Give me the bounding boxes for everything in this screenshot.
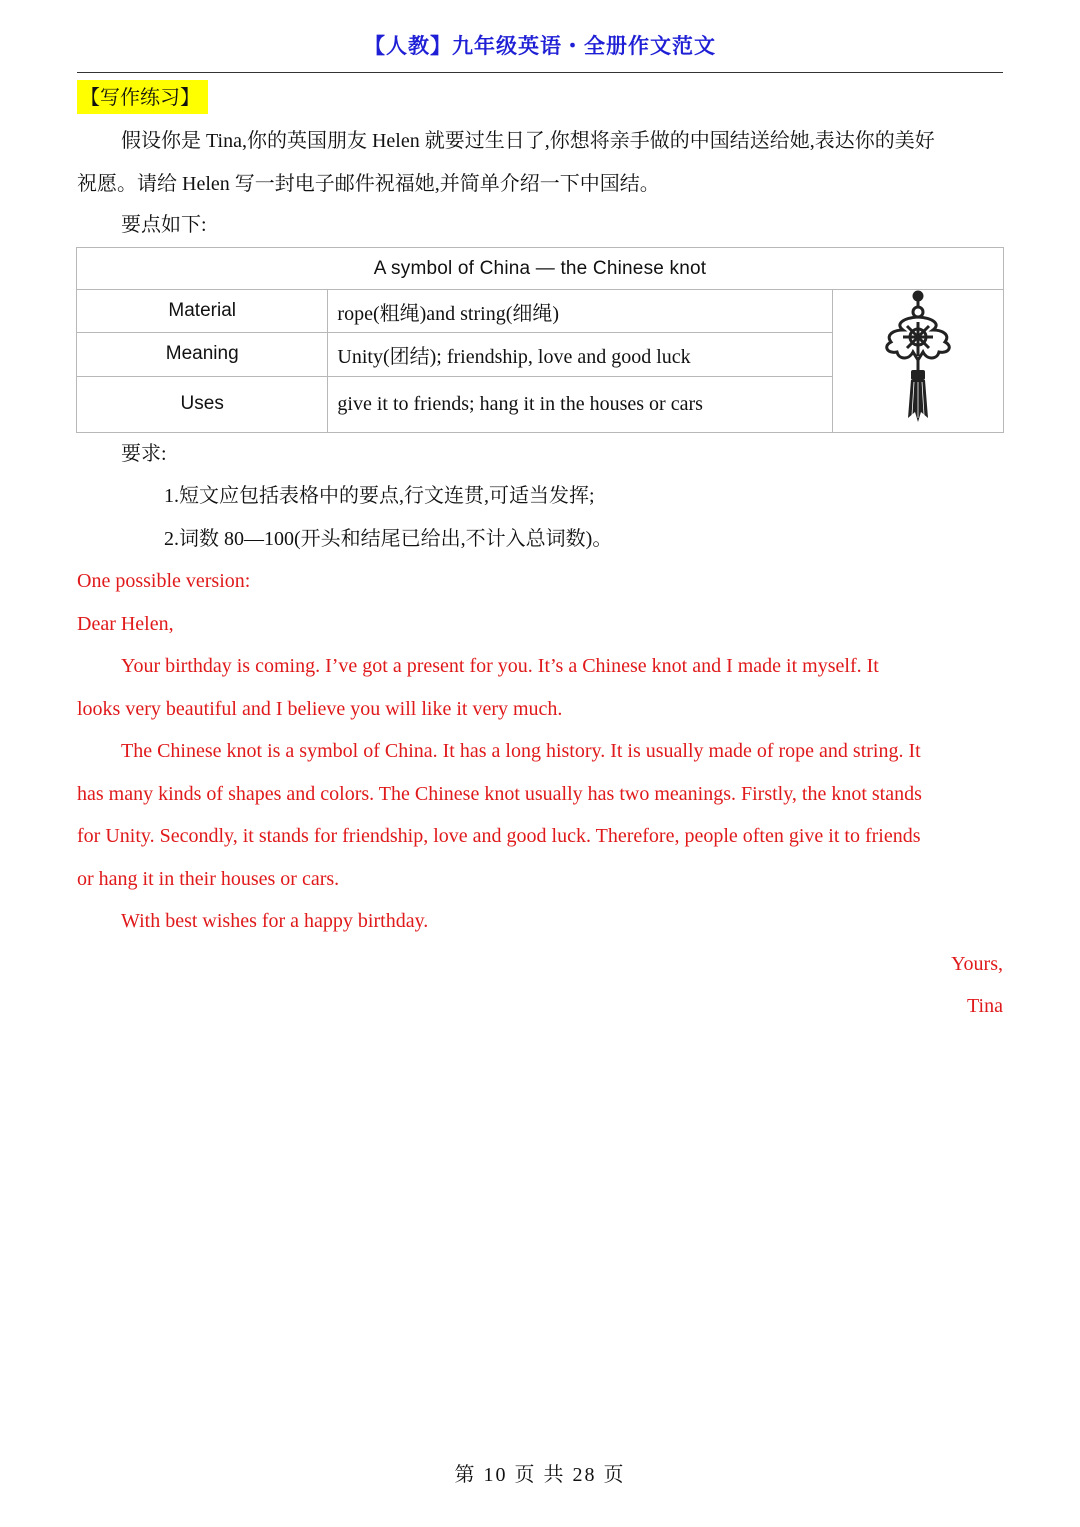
header-divider [77, 72, 1003, 73]
closing: Yours, [951, 953, 1003, 975]
row-label-uses: Uses [77, 376, 328, 432]
body-p2-line3: for Unity. Secondly, it stands for friendship, love and good luck. Therefore, people often give it to friends [77, 825, 921, 847]
task-line-2: 祝愿。请给 Helen 写一封电子邮件祝福她,并简单介绍一下中国结。 [77, 172, 660, 195]
chinese-knot-icon [873, 290, 963, 426]
salutation: Dear Helen, [77, 613, 174, 635]
task-line-1: 假设你是 Tina,你的英国朋友 Helen 就要过生日了,你想将亲手做的中国结送给她,表达你的美好 [121, 130, 935, 152]
body-p3: With best wishes for a happy birthday. [121, 910, 429, 932]
key-points-table [76, 247, 1004, 433]
key-points-intro: 要点如下: [121, 214, 207, 236]
task-description [77, 120, 1003, 205]
page-header-title: 【人教】九年级英语・全册作文范文 [364, 34, 716, 58]
body-p2-line2: has many kinds of shapes and colors. The Chinese knot usually has two meanings. Firstly, the knot stands [77, 783, 922, 805]
row-label-meaning: Meaning [77, 333, 328, 376]
signature: Tina [967, 995, 1003, 1017]
section-label: 【写作练习】 [77, 80, 208, 114]
row-value-uses: give it to friends; hang it in the houses or cars [328, 376, 833, 432]
row-value-material: rope(粗绳)and string(细绳) [328, 290, 833, 333]
requirements-intro: 要求: [121, 443, 167, 465]
table-row [77, 290, 1004, 333]
body-p2-line4: or hang it in their houses or cars. [77, 868, 340, 890]
body-p1-line1: Your birthday is coming. I’ve got a present for you. It’s a Chinese knot and I made it myself. It [121, 655, 879, 677]
body-p1-line2: looks very beautiful and I believe you will like it very much. [77, 698, 563, 720]
row-value-meaning: Unity(团结); friendship, love and good luck [328, 333, 833, 376]
body-p2-line1: The Chinese knot is a symbol of China. It has a long history. It is usually made of rope and string. It [121, 740, 921, 762]
page-number: 第 10 页 共 28 页 [454, 1464, 626, 1486]
requirement-item-1: 1.短文应包括表格中的要点,行文连贯,可适当发挥; [164, 485, 595, 507]
answer-heading: One possible version: [77, 570, 251, 592]
table-title: A symbol of China — the Chinese knot [77, 248, 1004, 290]
requirement-item-2: 2.词数 80—100(开头和结尾已给出,不计入总词数)。 [164, 528, 613, 550]
knot-image-cell [833, 290, 1004, 433]
row-label-material: Material [77, 290, 328, 333]
